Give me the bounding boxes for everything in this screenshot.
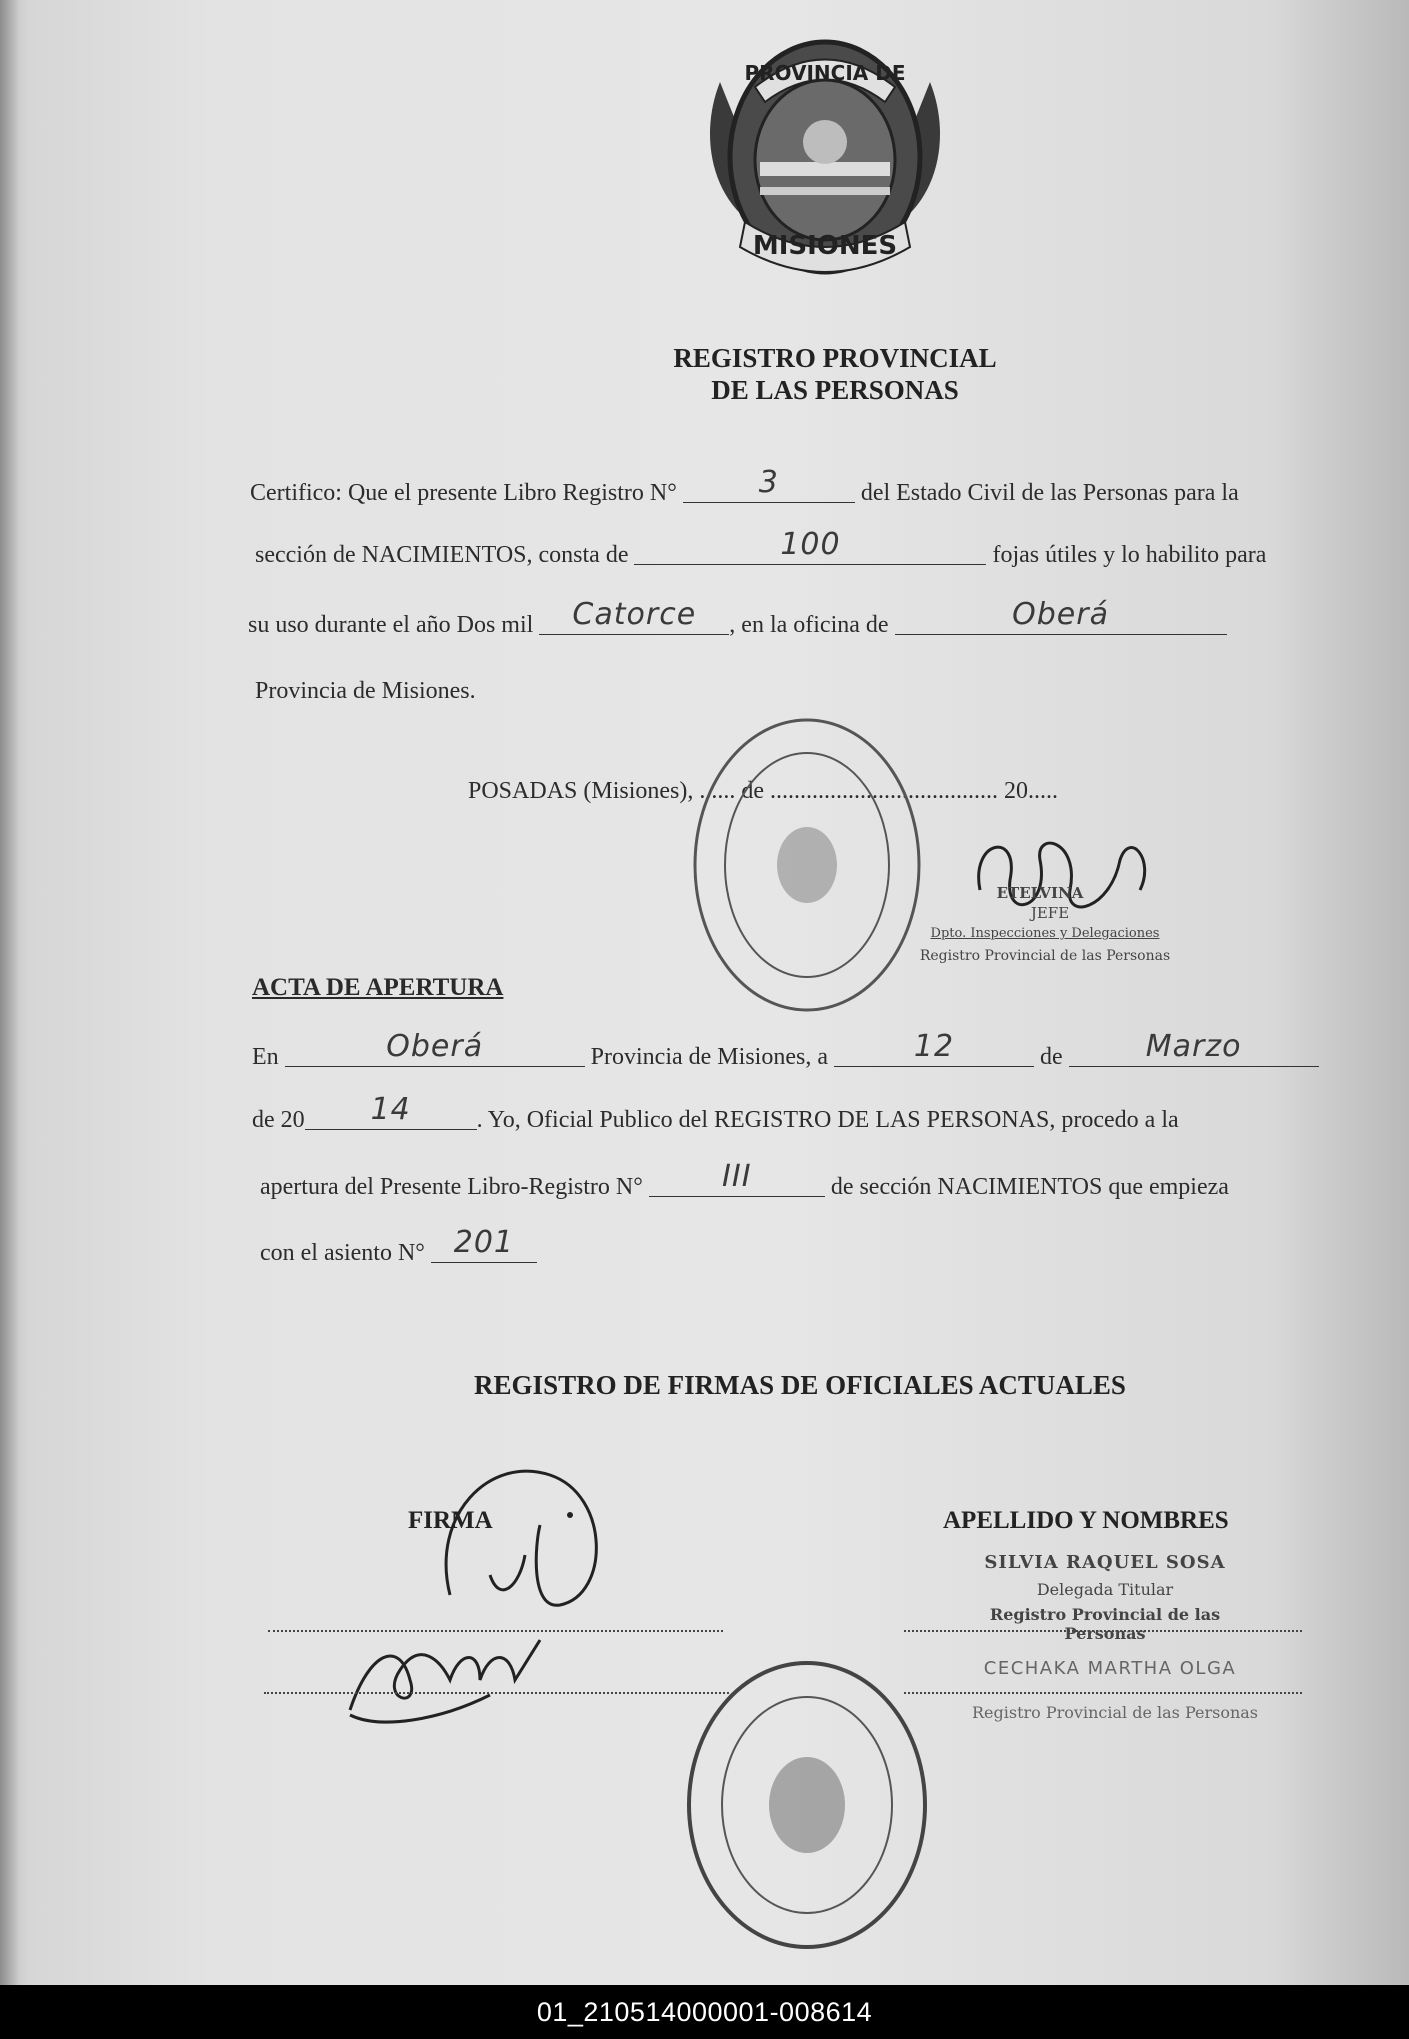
- month-field: [1069, 1029, 1319, 1067]
- crest-bottom-text: MISIONES: [752, 231, 898, 261]
- document-title: [640, 342, 1030, 406]
- name-line-2: [904, 1692, 1302, 1694]
- acta-text: . Yo, Oficial Publico del REGISTRO DE LAS PERSONAS, procedo a la: [476, 1107, 1179, 1133]
- person2-org: Registro Provincial de las Personas: [971, 1703, 1259, 1722]
- acta-year-value: 14: [370, 1092, 411, 1127]
- official-signature: [960, 820, 1160, 940]
- signature-1: [430, 1455, 610, 1635]
- book-number-field: [683, 465, 855, 503]
- person1-org: Registro Provincial de las Personas: [989, 1605, 1221, 1643]
- acta-heading: ACTA DE APERTURA: [252, 974, 504, 1001]
- misiones-crest-logo: [700, 22, 950, 292]
- certificate-text: , en la oficina de: [729, 612, 889, 638]
- certificate-line-1: [250, 465, 1239, 508]
- acta-line-1: [252, 1029, 1319, 1072]
- person2-name: CECHAKA MARTHA OLGA: [983, 1658, 1237, 1679]
- title-line-2: DE LAS PERSONAS: [711, 375, 959, 405]
- book-number-value: 3: [758, 465, 779, 500]
- signatures-section-title: REGISTRO DE FIRMAS DE OFICIALES ACTUALES: [474, 1370, 1126, 1400]
- crest-top-text: PROVINCIA DE: [744, 61, 906, 85]
- city-field: [285, 1029, 585, 1067]
- acta-text: de sección NACIMIENTOS que empieza: [830, 1174, 1229, 1200]
- acta-line-3: [260, 1159, 1229, 1202]
- acta-text: de: [1039, 1044, 1063, 1070]
- acta-book-field: [649, 1159, 825, 1197]
- signature-line-1: [268, 1630, 723, 1632]
- office-field: [895, 597, 1227, 635]
- nombres-column-header: APELLIDO Y NOMBRES: [943, 1507, 1229, 1534]
- name-line-1: [904, 1630, 1302, 1632]
- title-line-1: REGISTRO PROVINCIAL: [673, 343, 997, 373]
- acta-text: apertura del Presente Libro-Registro N°: [260, 1174, 643, 1200]
- acta-text: con el asiento N°: [260, 1240, 425, 1266]
- pages-count-value: 100: [780, 527, 841, 562]
- signature-2: [340, 1620, 560, 1730]
- signature-line-2: [264, 1692, 729, 1694]
- certificate-line-2: [255, 527, 1267, 570]
- place-date-line: POSADAS (Misiones), ...... de ...................................... 20.....: [468, 778, 1059, 804]
- stamp-official-dept: Dpto. Inspecciones y Delegaciones: [930, 926, 1160, 941]
- stamp-official-name: ETELVINA: [996, 884, 1084, 902]
- acta-line-4: [260, 1225, 537, 1268]
- year-value: Catorce: [572, 597, 697, 632]
- entry-number-field: [431, 1225, 537, 1263]
- bottom-seal-stamp: [682, 1655, 932, 1955]
- entry-number-value: 201: [453, 1225, 515, 1260]
- certificate-line-4: Provincia de Misiones.: [255, 678, 476, 704]
- acta-text: de 20: [252, 1107, 305, 1133]
- firma-column-header: FIRMA: [408, 1507, 493, 1534]
- office-value: Oberá: [1012, 597, 1109, 632]
- certificate-line-3: [248, 597, 1227, 640]
- certificate-text: Certifico: Que el presente Libro Registro N°: [250, 480, 677, 506]
- day-value: 12: [913, 1029, 955, 1064]
- stamp-official-role: JEFE: [1030, 904, 1070, 922]
- city-value: Oberá: [386, 1029, 484, 1064]
- certificate-text: su uso durante el año Dos mil: [248, 612, 534, 638]
- stamp-official-org: Registro Provincial de las Personas: [919, 948, 1171, 964]
- pages-count-field: [634, 527, 986, 565]
- acta-year-field: [305, 1092, 477, 1130]
- person1-role: Delegada Titular: [1036, 1580, 1174, 1599]
- acta-line-2: [252, 1092, 1179, 1135]
- acta-text: Provincia de Misiones, a: [590, 1044, 828, 1070]
- certificate-text: fojas útiles y lo habilito para: [992, 542, 1267, 568]
- year-field: [539, 597, 729, 635]
- month-value: Marzo: [1145, 1029, 1242, 1064]
- certificate-text: sección de NACIMIENTOS, consta de: [255, 542, 629, 568]
- certificate-text: del Estado Civil de las Personas para la: [860, 480, 1239, 506]
- acta-text: En: [252, 1044, 279, 1070]
- official-seal-stamp: [690, 715, 925, 1015]
- acta-book-value: III: [722, 1159, 752, 1194]
- person1-name: SILVIA RAQUEL SOSA: [984, 1552, 1226, 1573]
- day-field: [834, 1029, 1034, 1067]
- scan-id-footer: 01_210514000001-008614: [0, 1985, 1409, 2039]
